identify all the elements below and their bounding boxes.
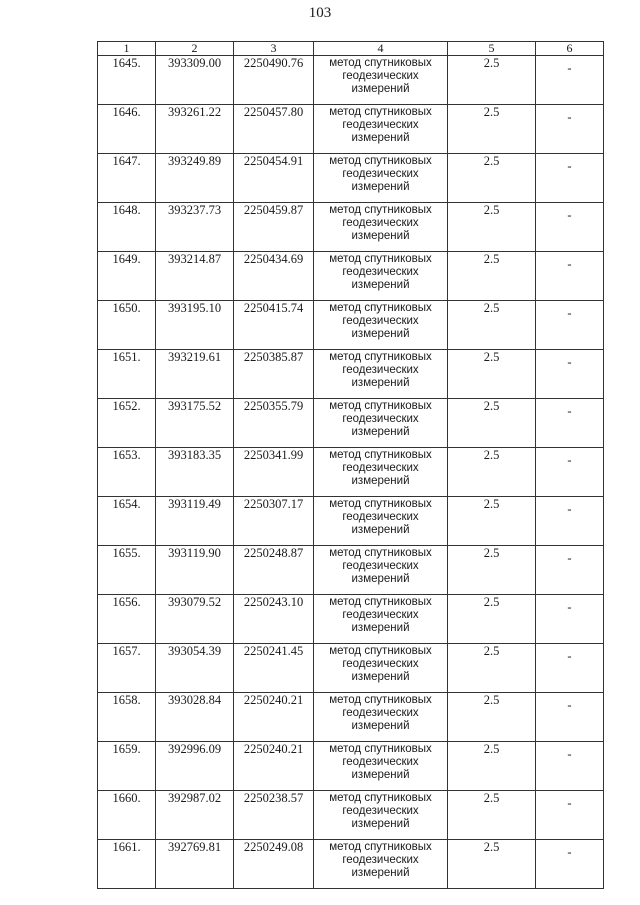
point-number-cell: 1649. (98, 252, 156, 301)
table-row (98, 742, 604, 791)
x-coordinate-cell: 393237.73 (156, 203, 234, 252)
table-row (98, 546, 604, 595)
method-cell: метод спутниковых геодезических измерений (314, 252, 448, 301)
table-row (98, 840, 604, 889)
method-cell: метод спутниковых геодезических измерений (314, 595, 448, 644)
table-row (98, 497, 604, 546)
y-coordinate-cell: 2250248.87 (234, 546, 314, 595)
y-coordinate-cell: 2250240.21 (234, 742, 314, 791)
coordinates-table (97, 41, 604, 889)
point-number-cell: 1655. (98, 546, 156, 595)
note-cell: - (536, 301, 604, 350)
note-cell: - (536, 644, 604, 693)
x-coordinate-cell: 393079.52 (156, 595, 234, 644)
y-coordinate-cell: 2250459.87 (234, 203, 314, 252)
y-coordinate-cell: 2250457.80 (234, 105, 314, 154)
accuracy-cell: 2.5 (448, 301, 536, 350)
method-cell: метод спутниковых геодезических измерений (314, 105, 448, 154)
table-row (98, 595, 604, 644)
accuracy-cell: 2.5 (448, 497, 536, 546)
x-coordinate-cell: 393119.49 (156, 497, 234, 546)
accuracy-cell: 2.5 (448, 252, 536, 301)
method-cell: метод спутниковых геодезических измерений (314, 840, 448, 889)
point-number-cell: 1651. (98, 350, 156, 399)
x-coordinate-cell: 392996.09 (156, 742, 234, 791)
point-number-cell: 1660. (98, 791, 156, 840)
column-header: 2 (156, 42, 234, 56)
note-cell: - (536, 350, 604, 399)
method-cell: метод спутниковых геодезических измерений (314, 56, 448, 105)
note-cell: - (536, 252, 604, 301)
method-cell: метод спутниковых геодезических измерений (314, 546, 448, 595)
table-header (98, 42, 604, 56)
table-row (98, 693, 604, 742)
y-coordinate-cell: 2250249.08 (234, 840, 314, 889)
point-number-cell: 1657. (98, 644, 156, 693)
column-header: 6 (536, 42, 604, 56)
x-coordinate-cell: 392769.81 (156, 840, 234, 889)
method-cell: метод спутниковых геодезических измерений (314, 644, 448, 693)
accuracy-cell: 2.5 (448, 350, 536, 399)
table-row (98, 350, 604, 399)
point-number-cell: 1647. (98, 154, 156, 203)
accuracy-cell: 2.5 (448, 693, 536, 742)
note-cell: - (536, 203, 604, 252)
y-coordinate-cell: 2250240.21 (234, 693, 314, 742)
x-coordinate-cell: 393054.39 (156, 644, 234, 693)
method-cell: метод спутниковых геодезических измерений (314, 791, 448, 840)
x-coordinate-cell: 393119.90 (156, 546, 234, 595)
note-cell: - (536, 742, 604, 791)
accuracy-cell: 2.5 (448, 448, 536, 497)
accuracy-cell: 2.5 (448, 399, 536, 448)
x-coordinate-cell: 393195.10 (156, 301, 234, 350)
method-cell: метод спутниковых геодезических измерений (314, 350, 448, 399)
accuracy-cell: 2.5 (448, 546, 536, 595)
y-coordinate-cell: 2250434.69 (234, 252, 314, 301)
x-coordinate-cell: 393261.22 (156, 105, 234, 154)
accuracy-cell: 2.5 (448, 595, 536, 644)
point-number-cell: 1656. (98, 595, 156, 644)
method-cell: метод спутниковых геодезических измерений (314, 301, 448, 350)
x-coordinate-cell: 392987.02 (156, 791, 234, 840)
y-coordinate-cell: 2250355.79 (234, 399, 314, 448)
y-coordinate-cell: 2250307.17 (234, 497, 314, 546)
accuracy-cell: 2.5 (448, 840, 536, 889)
method-cell: метод спутниковых геодезических измерений (314, 399, 448, 448)
note-cell: - (536, 56, 604, 105)
method-cell: метод спутниковых геодезических измерений (314, 203, 448, 252)
column-header: 3 (234, 42, 314, 56)
point-number-cell: 1653. (98, 448, 156, 497)
note-cell: - (536, 595, 604, 644)
column-header: 1 (98, 42, 156, 56)
accuracy-cell: 2.5 (448, 791, 536, 840)
accuracy-cell: 2.5 (448, 105, 536, 154)
table-row (98, 203, 604, 252)
method-cell: метод спутниковых геодезических измерений (314, 154, 448, 203)
table-row (98, 644, 604, 693)
note-cell: - (536, 399, 604, 448)
note-cell: - (536, 791, 604, 840)
page-number: 103 (308, 5, 332, 21)
table-row (98, 399, 604, 448)
table-row (98, 791, 604, 840)
column-header: 4 (314, 42, 448, 56)
x-coordinate-cell: 393183.35 (156, 448, 234, 497)
accuracy-cell: 2.5 (448, 644, 536, 693)
point-number-cell: 1658. (98, 693, 156, 742)
table-row (98, 252, 604, 301)
y-coordinate-cell: 2250238.57 (234, 791, 314, 840)
x-coordinate-cell: 393309.00 (156, 56, 234, 105)
x-coordinate-cell: 393175.52 (156, 399, 234, 448)
point-number-cell: 1659. (98, 742, 156, 791)
x-coordinate-cell: 393249.89 (156, 154, 234, 203)
method-cell: метод спутниковых геодезических измерений (314, 497, 448, 546)
point-number-cell: 1650. (98, 301, 156, 350)
point-number-cell: 1646. (98, 105, 156, 154)
accuracy-cell: 2.5 (448, 56, 536, 105)
point-number-cell: 1654. (98, 497, 156, 546)
y-coordinate-cell: 2250415.74 (234, 301, 314, 350)
point-number-cell: 1645. (98, 56, 156, 105)
method-cell: метод спутниковых геодезических измерений (314, 448, 448, 497)
x-coordinate-cell: 393214.87 (156, 252, 234, 301)
column-header: 5 (448, 42, 536, 56)
header-row (98, 42, 604, 56)
table-row (98, 448, 604, 497)
x-coordinate-cell: 393219.61 (156, 350, 234, 399)
point-number-cell: 1661. (98, 840, 156, 889)
method-cell: метод спутниковых геодезических измерений (314, 693, 448, 742)
point-number-cell: 1652. (98, 399, 156, 448)
accuracy-cell: 2.5 (448, 203, 536, 252)
note-cell: - (536, 448, 604, 497)
y-coordinate-cell: 2250454.91 (234, 154, 314, 203)
x-coordinate-cell: 393028.84 (156, 693, 234, 742)
table-row (98, 154, 604, 203)
note-cell: - (536, 497, 604, 546)
table-row (98, 56, 604, 105)
note-cell: - (536, 546, 604, 595)
table-row (98, 301, 604, 350)
note-cell: - (536, 154, 604, 203)
note-cell: - (536, 693, 604, 742)
table-row (98, 105, 604, 154)
note-cell: - (536, 105, 604, 154)
y-coordinate-cell: 2250341.99 (234, 448, 314, 497)
table-body (98, 56, 604, 889)
method-cell: метод спутниковых геодезических измерений (314, 742, 448, 791)
y-coordinate-cell: 2250241.45 (234, 644, 314, 693)
accuracy-cell: 2.5 (448, 154, 536, 203)
note-cell: - (536, 840, 604, 889)
accuracy-cell: 2.5 (448, 742, 536, 791)
y-coordinate-cell: 2250243.10 (234, 595, 314, 644)
y-coordinate-cell: 2250490.76 (234, 56, 314, 105)
point-number-cell: 1648. (98, 203, 156, 252)
y-coordinate-cell: 2250385.87 (234, 350, 314, 399)
